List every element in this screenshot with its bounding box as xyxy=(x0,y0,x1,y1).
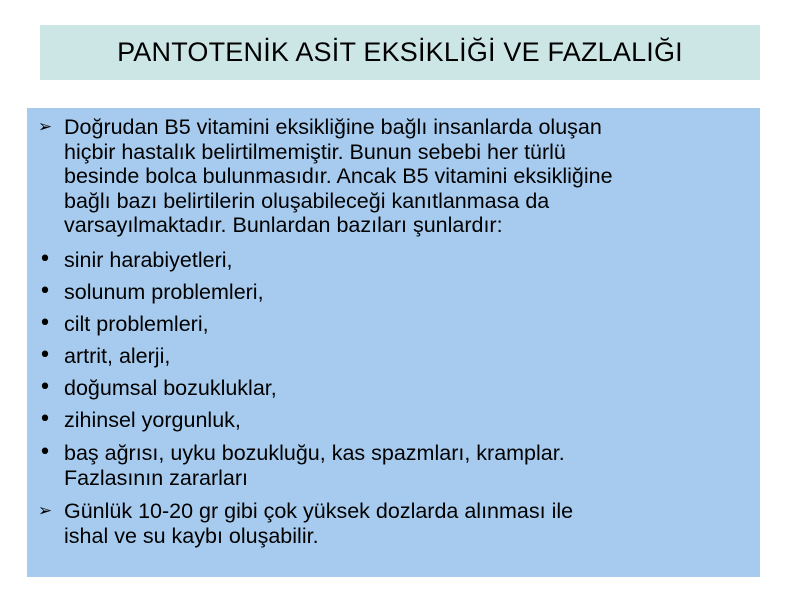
bullet-icon: • xyxy=(38,440,52,465)
bullet-icon: • xyxy=(38,343,52,368)
item-line: hiçbir hastalık belirtilmemiştir. Bunun sebebi her türlü xyxy=(64,139,566,164)
list-item xyxy=(27,408,750,433)
item-line: baş ağrısı, uyku bozukluğu, kas spazmları, kramplar. xyxy=(64,441,565,465)
item-line: Fazlasının zararları xyxy=(64,465,249,490)
item-line: ishal ve su kaybı oluşabilir. xyxy=(64,523,319,548)
bullet-icon: • xyxy=(38,247,52,272)
list-item-intro xyxy=(27,115,750,238)
item-line: solunum problemleri, xyxy=(64,280,264,304)
item-line: bağlı bazı belirtilerin oluşabileceği kanıtlanmasa da xyxy=(64,188,550,213)
list-item xyxy=(27,344,750,369)
arrow-bullet-icon: ➢ xyxy=(37,501,53,521)
arrow-bullet-icon: ➢ xyxy=(37,117,53,137)
slide-title: PANTOTENİK ASİT EKSİKLİĞİ VE FAZLALIĞI xyxy=(117,37,683,67)
content-panel xyxy=(27,108,760,577)
item-line: Doğrudan B5 vitamini eksikliğine bağlı insanlarda oluşan xyxy=(64,115,602,139)
bullet-icon: • xyxy=(38,375,52,400)
list-item xyxy=(27,376,750,401)
item-line: doğumsal bozukluklar, xyxy=(64,376,277,400)
item-line: cilt problemleri, xyxy=(64,312,209,336)
list-item xyxy=(27,248,750,273)
item-line: zihinsel yorgunluk, xyxy=(64,408,241,432)
bullet-icon: • xyxy=(38,311,52,336)
item-line: varsayılmaktadır. Bunlardan bazıları şunlardır: xyxy=(64,213,503,237)
list-item-dosage xyxy=(27,499,750,548)
bullet-icon: • xyxy=(38,279,52,304)
item-line: sinir harabiyetleri, xyxy=(64,248,233,272)
item-line: artrit, alerji, xyxy=(64,344,171,368)
bullet-icon: • xyxy=(38,407,52,432)
list-item xyxy=(27,441,750,490)
list-item xyxy=(27,280,750,305)
list-item xyxy=(27,312,750,337)
item-line: Günlük 10-20 gr gibi çok yüksek dozlarda alınması ile xyxy=(64,499,574,523)
item-line: besinde bolca bulunmasıdır. Ancak B5 vitamini eksikliğine xyxy=(64,164,613,188)
title-banner xyxy=(40,25,760,80)
